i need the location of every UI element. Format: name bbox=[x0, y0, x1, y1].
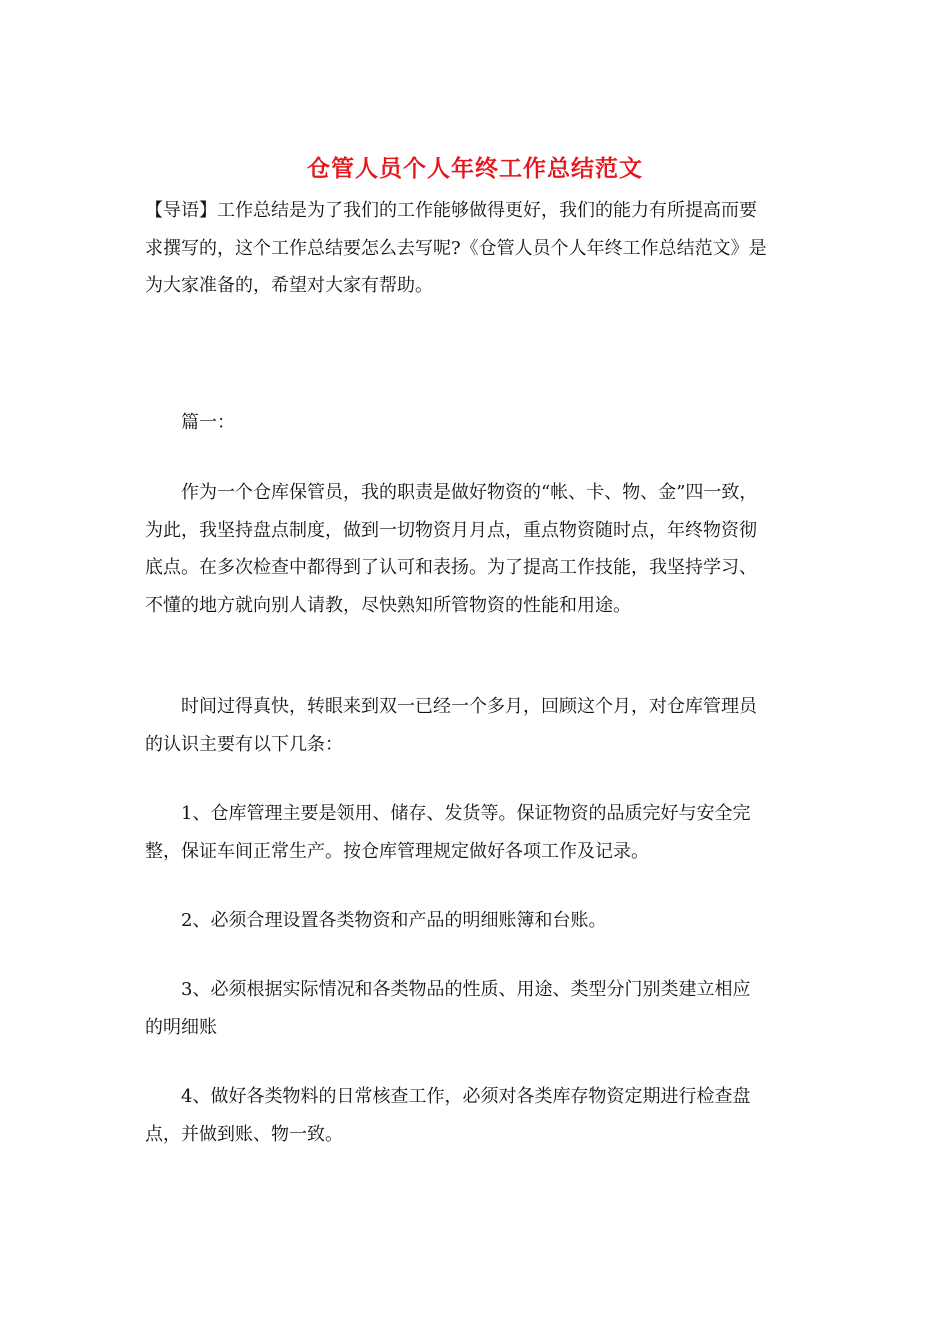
paragraph-line: 为此，我坚持盘点制度，做到一切物资月月点，重点物资随时点，年终物资彻 bbox=[145, 519, 757, 541]
paragraph-2 bbox=[145, 688, 810, 763]
intro-paragraph bbox=[145, 192, 810, 305]
list-item-line: 4、做好各类物料的日常核查工作，必须对各类库存物资定期进行检查盘 bbox=[181, 1086, 751, 1107]
intro-line: 求撰写的，这个工作总结要怎么去写呢?《仓管人员个人年终工作总结范文》是 bbox=[145, 237, 767, 259]
paragraph-line: 作为一个仓库保管员，我的职责是做好物资的“帐、卡、物、金”四一致， bbox=[181, 482, 758, 503]
section-heading bbox=[145, 404, 810, 442]
paragraph-line: 的认识主要有以下几条： bbox=[145, 733, 343, 755]
list-item-2 bbox=[145, 902, 810, 940]
page-title: 仓管人员个人年终工作总结范文 bbox=[307, 155, 643, 182]
paragraph-1 bbox=[145, 474, 810, 624]
section-heading-text: 篇一： bbox=[181, 412, 235, 433]
paragraph-line: 时间过得真快，转眼来到双一已经一个多月，回顾这个月，对仓库管理员 bbox=[181, 696, 757, 717]
list-item-line: 整，保证车间正常生产。按仓库管理规定做好各项工作及记录。 bbox=[145, 840, 649, 862]
list-item-4 bbox=[145, 1078, 810, 1153]
list-item-3 bbox=[145, 971, 810, 1046]
list-item-1 bbox=[145, 795, 810, 870]
list-item-line: 2、必须合理设置各类物资和产品的明细账簿和台账。 bbox=[181, 910, 607, 931]
list-item-line: 点，并做到账、物一致。 bbox=[145, 1123, 343, 1145]
paragraph-line: 不懂的地方就向别人请教，尽快熟知所管物资的性能和用途。 bbox=[145, 594, 631, 616]
list-item-line: 的明细账 bbox=[145, 1016, 217, 1038]
intro-line: 为大家准备的，希望对大家有帮助。 bbox=[145, 275, 433, 296]
paragraph-line: 底点。在多次检查中都得到了认可和表扬。为了提高工作技能，我坚持学习、 bbox=[145, 557, 757, 578]
list-item-line: 1、仓库管理主要是领用、储存、发货等。保证物资的品质完好与安全完 bbox=[181, 803, 751, 824]
list-item-line: 3、必须根据实际情况和各类物品的性质、用途、类型分门别类建立相应 bbox=[181, 979, 751, 1000]
intro-line: 【导语】工作总结是为了我们的工作能够做得更好，我们的能力有所提高而要 bbox=[145, 200, 757, 221]
